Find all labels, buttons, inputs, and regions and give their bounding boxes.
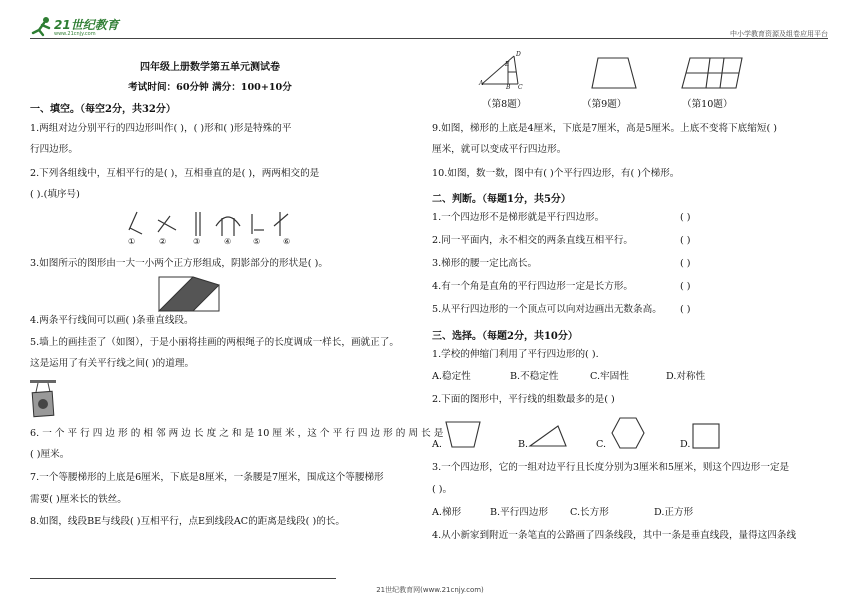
- judge-5-blank: ( ): [680, 304, 691, 315]
- figure-9-trapezoid: [590, 56, 640, 90]
- choice-3-line2: ( )。: [432, 484, 453, 495]
- platform-text: 中小学教育资源及组卷应用平台: [730, 30, 828, 38]
- question-5-line1: 5.墙上的画挂歪了（如图），于是小丽将挂画的两根绳子的长度调成一样长，画就正了。: [30, 337, 399, 348]
- figure-10-parallelograms: [680, 56, 744, 90]
- section-judge-heading: 二、判断。（每题1分，共5分）: [432, 194, 571, 205]
- question-6-line2: ( )厘米。: [30, 449, 70, 460]
- fig8-point-c: C: [518, 84, 523, 91]
- question-4: 4.两条平行线间可以画( )条垂直线段。: [30, 315, 194, 326]
- choice-2-square: [691, 422, 721, 450]
- q2-label-2: ②: [159, 237, 167, 246]
- figure-10-caption: （第10题）: [682, 99, 733, 110]
- choice-3-option-b: B.平行四边形: [490, 507, 549, 518]
- judge-2-blank: ( ): [680, 235, 691, 246]
- footer-divider: [30, 578, 336, 579]
- judge-1: 1.一个四边形不是梯形就是平行四边形。: [432, 212, 605, 223]
- choice-2-option-d: D.: [680, 439, 691, 450]
- footer-text: 21世纪教育网(www.21cnjy.com): [376, 586, 484, 594]
- question-6-line1: 6. 一 个 平 行 四 边 形 的 相 邻 两 边 长 度 之 和 是 10 厘 米 ，这 个 平 行 四 边 形 的 周 长 是: [30, 428, 444, 439]
- q2-label-1: ①: [128, 237, 136, 246]
- choice-1-option-c: C.牢固性: [590, 371, 629, 382]
- header-divider: [30, 38, 828, 39]
- question-3: 3.如图所示的图形由一大一小两个正方形组成，阴影部分的形状是( )。: [30, 258, 328, 269]
- question-8: 8.如图，线段BE与线段( )互相平行，点E到线段AC的距离是线段( )的长。: [30, 516, 345, 527]
- exam-subtitle: 考试时间：60分钟 满分：100+10分: [128, 82, 292, 93]
- q2-label-5: ⑤: [253, 237, 261, 246]
- figure-8-caption: （第8题）: [482, 99, 527, 110]
- fig8-point-e: E: [505, 61, 510, 68]
- logo-url: www.21cnjy.com: [54, 31, 96, 37]
- section-choice-heading: 三、选择。（每题2分，共10分）: [432, 331, 578, 342]
- question-9-line2: 厘米，就可以变成平行四边形。: [432, 144, 567, 155]
- question-7-line1: 7.一个等腰梯形的上底是6厘米，下底是8厘米，一条腰是7厘米，围成这个等腰梯形: [30, 472, 384, 483]
- choice-1-option-d: D.对称性: [666, 371, 706, 382]
- question-5-hanging-picture: [30, 380, 56, 418]
- logo-text: 21世纪教育: [54, 18, 119, 32]
- choice-3-option-d: D.正方形: [654, 507, 694, 518]
- exam-title: 四年级上册数学第五单元测试卷: [140, 62, 280, 73]
- choice-2: 2.下面的图形中，平行线的组数最多的是( ): [432, 394, 615, 405]
- choice-1: 1.学校的伸缩门利用了平行四边形的( ).: [432, 349, 599, 360]
- runner-icon: [30, 16, 54, 38]
- judge-3: 3.梯形的腰一定比高长。: [432, 258, 538, 269]
- choice-1-option-b: B.不稳定性: [510, 371, 559, 382]
- choice-2-option-c: C.: [596, 439, 607, 450]
- question-2-lines-figure: [124, 208, 294, 248]
- q2-label-4: ④: [224, 237, 232, 246]
- choice-2-option-b: B.: [518, 439, 529, 450]
- question-7-line2: 需要( )厘米长的铁丝。: [30, 494, 127, 505]
- judge-3-blank: ( ): [680, 258, 691, 269]
- choice-2-trapezoid: [444, 420, 482, 450]
- question-9-line1: 9.如图，梯形的上底是4厘米，下底是7厘米，高是5厘米。上底不变将下底缩短( ): [432, 123, 777, 134]
- question-1-line1: 1.两组对边分别平行的四边形叫作( )，( )形和( )形是特殊的平: [30, 123, 292, 134]
- q2-label-6: ⑥: [283, 237, 291, 246]
- judge-4-blank: ( ): [680, 281, 691, 292]
- choice-2-hexagon: [610, 416, 646, 450]
- question-3-squares-figure: [158, 276, 224, 312]
- question-5-line2: 这是运用了有关平行线之间( )的道理。: [30, 358, 195, 369]
- choice-3-option-a: A.梯形: [432, 507, 462, 518]
- judge-5: 5.从平行四边形的一个顶点可以向对边画出无数条高。: [432, 304, 662, 315]
- choice-1-option-a: A.稳定性: [432, 371, 471, 382]
- judge-4: 4.有一个角是直角的平行四边形一定是长方形。: [432, 281, 634, 292]
- choice-2-triangle: [528, 424, 568, 450]
- choice-4: 4.从小新家到附近一条笔直的公路画了四条线段，其中一条是垂直线段，量得这四条线: [432, 530, 797, 541]
- judge-1-blank: ( ): [680, 212, 691, 223]
- question-10: 10.如图，数一数，图中有( )个平行四边形，有( )个梯形。: [432, 168, 680, 179]
- fig8-point-d: D: [516, 51, 521, 58]
- choice-3-option-c: C.长方形: [570, 507, 609, 518]
- question-2-line2: ( ).(填序号): [30, 189, 80, 200]
- fig8-point-b: B: [506, 84, 511, 91]
- figure-9-caption: （第9题）: [582, 99, 627, 110]
- question-1-line2: 行四边形。: [30, 144, 78, 155]
- q2-label-3: ③: [193, 237, 201, 246]
- choice-2-option-a: A.: [432, 439, 442, 450]
- choice-3-line1: 3.一个四边形，它的一组对边平行且长度分别为3厘米和5厘米，则这个四边形一定是: [432, 462, 790, 473]
- judge-2: 2.同一平面内，永不相交的两条直线互相平行。: [432, 235, 634, 246]
- section-fill-heading: 一、填空。（每空2分，共32分）: [30, 104, 176, 115]
- fig8-point-a: A: [479, 80, 484, 87]
- question-2-line1: 2.下列各组线中，互相平行的是( )，互相垂直的是( )，两两相交的是: [30, 168, 320, 179]
